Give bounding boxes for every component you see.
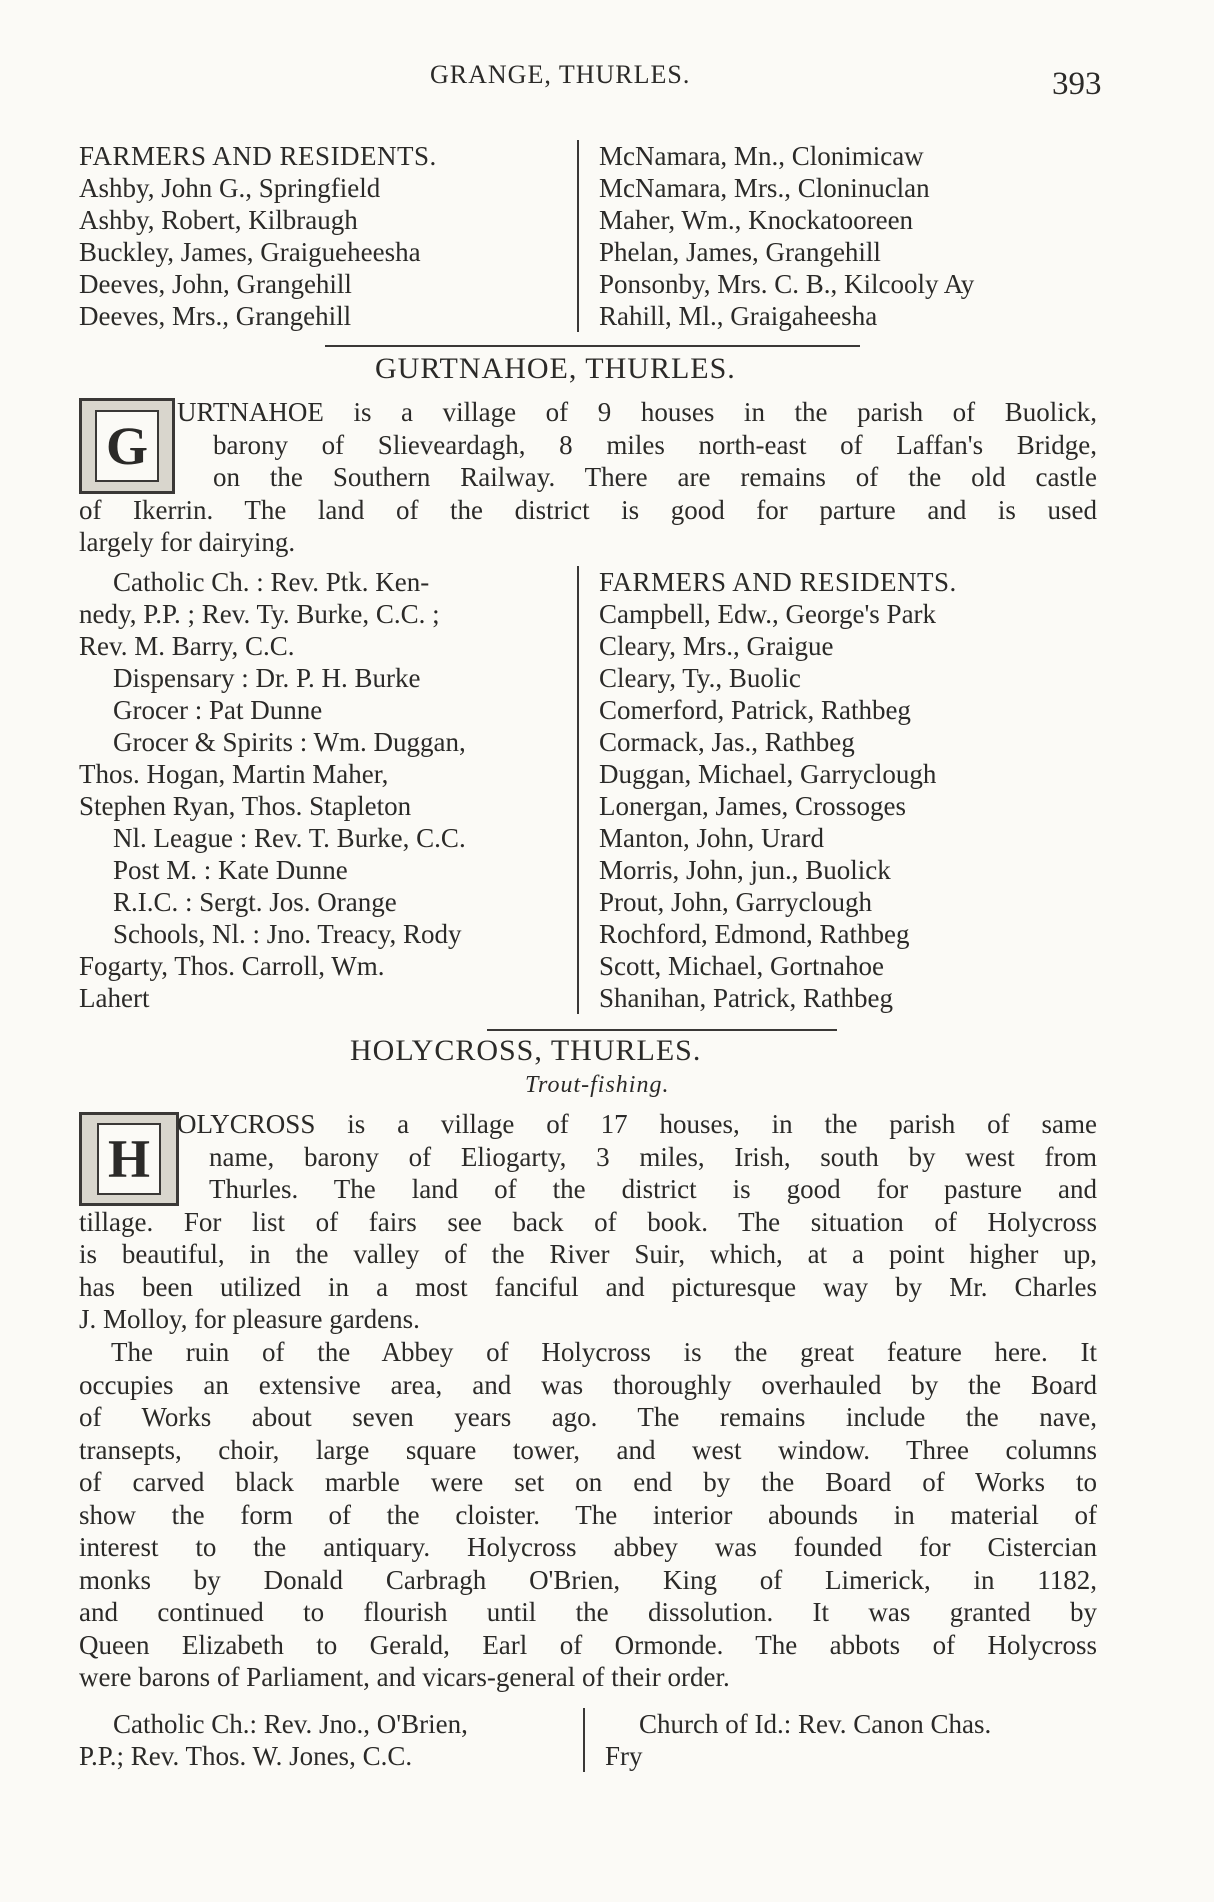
text-line: interest to the antiquary. Holycross abbey was founded for Cistercian — [79, 1532, 1097, 1562]
list-item: Cormack, Jas., Rathbeg — [599, 727, 855, 757]
list-item: Fogarty, Thos. Carroll, Wm. — [79, 951, 385, 981]
list-item: Stephen Ryan, Thos. Stapleton — [79, 791, 412, 821]
holycross-intro — [79, 1108, 1097, 1336]
list-item: Ashby, John G., Springfield — [79, 173, 381, 203]
text-line: and continued to flourish until the dissolution. It was granted by — [79, 1597, 1097, 1627]
text-line: of Ikerrin. The land of the district is good for parture and is used — [79, 494, 1097, 525]
text-line: J. Molloy, for pleasure gardens. — [79, 1304, 420, 1334]
text-line: of Works about seven years ago. The remains include the nave, — [79, 1402, 1097, 1432]
list-item: Lahert — [79, 983, 150, 1013]
list-item: P.P.; Rev. Thos. W. Jones, C.C. — [79, 1741, 413, 1771]
text-line: were barons of Parliament, and vicars-general of their order. — [79, 1662, 730, 1692]
text-line: name, barony of Eliogarty, 3 miles, Irish, south by west from — [209, 1141, 1097, 1172]
text-line: is beautiful, in the valley of the River Suir, which, at a point higher up, — [79, 1239, 1097, 1269]
list-item: Grocer : Pat Dunne — [113, 695, 323, 725]
grange-right-column — [579, 140, 974, 332]
gurtnahoe-left-column — [79, 566, 579, 1014]
list-item: Maher, Wm., Knockatooreen — [599, 205, 914, 235]
list-item: Rochford, Edmond, Rathbeg — [599, 919, 910, 949]
list-item: Grocer & Spirits : Wm. Duggan, — [113, 727, 466, 757]
text-line: on the Southern Railway. There are remains of the old castle — [213, 462, 1097, 492]
list-item: Ponsonby, Mrs. C. B., Kilcooly Ay — [599, 269, 975, 299]
text-line: URTNAHOE is a village of 9 houses in the parish of Buolick, — [177, 397, 1097, 427]
text-line: The ruin of the Abbey of Holycross is the great feature here. It — [111, 1337, 1097, 1367]
list-item: Dispensary : Dr. P. H. Burke — [113, 663, 421, 693]
list-item: Nl. League : Rev. T. Burke, C.C. — [113, 823, 466, 853]
list-item: Ashby, Robert, Kilbraugh — [79, 205, 358, 235]
grange-left-column — [79, 140, 579, 332]
list-item: Deeves, John, Grangehill — [79, 269, 352, 299]
list-item: Catholic Ch.: Rev. Jno., O'Brien, — [113, 1709, 468, 1739]
list-item: Catholic Ch. : Rev. Ptk. Ken- — [113, 567, 430, 597]
text-line: transepts, choir, large square tower, and west window. Three columns — [79, 1434, 1097, 1465]
list-item: Cleary, Mrs., Graigue — [599, 631, 834, 661]
list-item: Shanihan, Patrick, Rathbeg — [599, 983, 893, 1013]
list-item: Campbell, Edw., George's Park — [599, 599, 937, 629]
text-line: of carved black marble were set on end by the Board of Works to — [79, 1467, 1097, 1497]
list-item: Duggan, Michael, Garryclough — [599, 759, 937, 789]
section-title-holycross: HOLYCROSS, THURLES. — [350, 1034, 702, 1067]
gurtnahoe-right-column — [579, 566, 957, 1014]
section-rule — [325, 345, 860, 347]
list-item: Buckley, James, Graigueheesha — [79, 237, 421, 267]
text-line: OLYCROSS is a village of 17 houses, in the parish of same — [177, 1109, 1097, 1139]
grange-directory — [79, 140, 1099, 332]
holycross-directory — [79, 1708, 1099, 1772]
list-item: Deeves, Mrs., Grangehill — [79, 301, 352, 331]
list-item: Lonergan, James, Crossoges — [599, 791, 906, 821]
list-item: Morris, John, jun., Buolick — [599, 855, 891, 885]
list-item: Fry — [605, 1741, 643, 1771]
gurtnahoe-intro — [79, 396, 1097, 559]
page-number: 393 — [1052, 66, 1102, 102]
dropcap-letter: H — [97, 1123, 161, 1195]
list-item: Thos. Hogan, Martin Maher, — [79, 759, 389, 789]
list-item: Scott, Michael, Gortnahoe — [599, 951, 884, 981]
text-line: Queen Elizabeth to Gerald, Earl of Ormonde. The abbots of Holycross — [79, 1629, 1097, 1660]
list-item: Rahill, Ml., Graigaheesha — [599, 301, 878, 331]
section-subtitle: Trout-fishing. — [525, 1072, 670, 1098]
list-item: McNamara, Mn., Clonimicaw — [599, 141, 924, 171]
list-item: Manton, John, Urard — [599, 823, 824, 853]
holycross-abbey-paragraph — [79, 1336, 1097, 1694]
text-line: monks by Donald Carbragh O'Brien, King of Limerick, in 1182, — [79, 1564, 1097, 1595]
text-line: largely for dairying. — [79, 527, 296, 557]
list-item: Rev. M. Barry, C.C. — [79, 631, 295, 661]
text-line: tillage. For list of fairs see back of book. The situation of Holycross — [79, 1206, 1097, 1237]
gurtnahoe-directory — [79, 566, 1099, 1014]
list-item: FARMERS AND RESIDENTS. — [79, 141, 437, 171]
list-item: R.I.C. : Sergt. Jos. Orange — [113, 887, 397, 917]
section-rule — [487, 1029, 837, 1031]
text-line: has been utilized in a most fanciful and picturesque way by Mr. Charles — [79, 1271, 1097, 1302]
list-item: McNamara, Mrs., Cloninuclan — [599, 173, 930, 203]
text-line: barony of Slieveardagh, 8 miles north-east of Laffan's Bridge, — [213, 429, 1097, 460]
list-item: Comerford, Patrick, Rathbeg — [599, 695, 911, 725]
list-item: Post M. : Kate Dunne — [113, 855, 348, 885]
list-item: nedy, P.P. ; Rev. Ty. Burke, C.C. ; — [79, 599, 440, 629]
list-item: Church of Id.: Rev. Canon Chas. — [639, 1709, 992, 1739]
holycross-right-column — [585, 1708, 991, 1772]
list-item: Phelan, James, Grangehill — [599, 237, 881, 267]
dropcap-letter: G — [95, 410, 159, 482]
list-item: Prout, John, Garryclough — [599, 887, 872, 917]
list-item: Cleary, Ty., Buolic — [599, 663, 801, 693]
running-head: GRANGE, THURLES. — [430, 60, 691, 89]
text-line: show the form of the cloister. The interior abounds in material of — [79, 1499, 1097, 1530]
section-title-gurtnahoe: GURTNAHOE, THURLES. — [375, 352, 736, 385]
list-item: Schools, Nl. : Jno. Treacy, Rody — [113, 919, 462, 949]
list-item: FARMERS AND RESIDENTS. — [599, 567, 957, 597]
text-line: occupies an extensive area, and was thoroughly overhauled by the Board — [79, 1369, 1097, 1400]
holycross-left-column — [79, 1708, 585, 1772]
text-line: Thurles. The land of the district is good for pasture and — [209, 1174, 1097, 1204]
